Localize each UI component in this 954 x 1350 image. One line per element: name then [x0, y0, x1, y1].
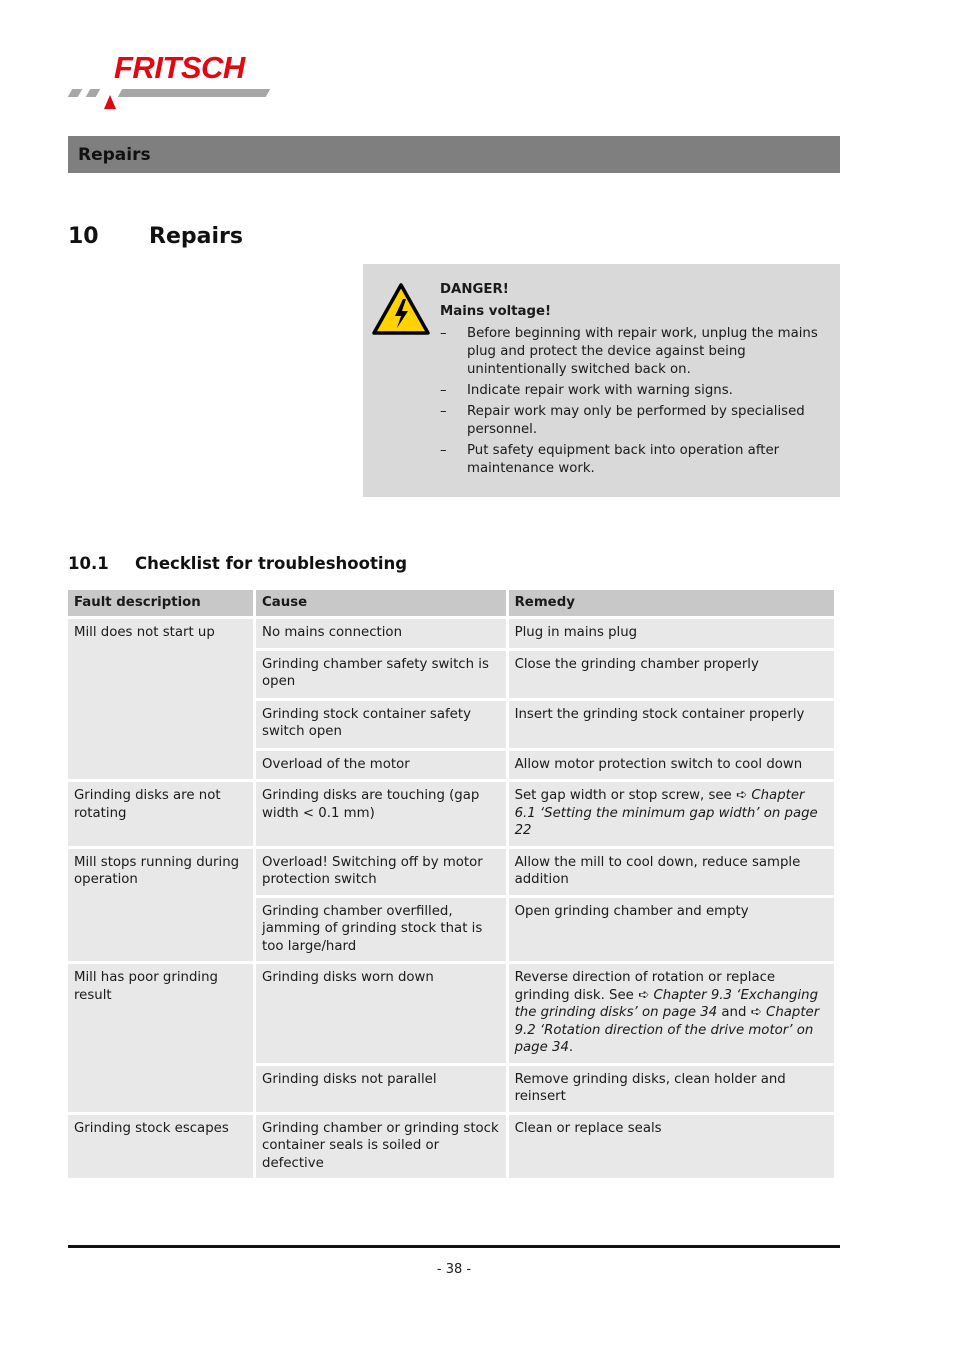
remedy-cell: Plug in mains plug — [509, 619, 834, 648]
subsection-number: 10.1 — [68, 554, 109, 573]
remedy-cell: Insert the grinding stock container properly — [509, 701, 834, 748]
remedy-text: and — [717, 1005, 751, 1020]
table-row — [68, 964, 834, 1063]
table-header-row — [68, 590, 834, 616]
high-voltage-warning-icon — [371, 282, 431, 337]
logo-wordmark: FRITSCH — [114, 50, 245, 85]
remedy-cell: Remove grinding disks, clean holder and reinsert — [509, 1066, 834, 1112]
danger-signal-word: DANGER! — [440, 282, 509, 297]
list-item: – Indicate repair work with warning signs. — [440, 383, 733, 398]
fritsch-logo — [66, 50, 286, 112]
fault-cell: Mill has poor grinding result — [68, 964, 253, 1112]
chapter-reference-link[interactable]: Chapter 9.3 ‘Exchanging the grinding disks’ on page 34 — [514, 987, 819, 1020]
remedy-text: . — [568, 1040, 574, 1055]
link-arrow-icon: ➪ — [750, 1005, 767, 1020]
column-header-fault: Fault description — [68, 590, 253, 616]
logo-stripe — [68, 89, 83, 97]
fault-cell: Grinding disks are not rotating — [68, 782, 253, 846]
footer-rule — [68, 1245, 840, 1248]
remedy-cell: Open grinding chamber and empty — [509, 898, 834, 962]
subsection-title: Checklist for troubleshooting — [135, 554, 408, 573]
column-header-remedy: Remedy — [509, 590, 834, 616]
section-header-bar — [68, 136, 840, 173]
cause-cell: No mains connection — [256, 619, 506, 648]
chapter-reference-link[interactable]: Chapter 9.2 ‘Rotation direction of the drive motor’ on page 34 — [514, 1005, 820, 1055]
cause-cell: Grinding chamber or grinding stock container seals is soiled or defective — [256, 1115, 506, 1179]
list-item: – Before beginning with repair work, unplug the mains plug and protect the device against being unintentionally switched back on. — [440, 326, 818, 377]
remedy-cell: Allow the mill to cool down, reduce sample addition — [509, 849, 834, 895]
cause-cell: Grinding chamber overfilled, jamming of grinding stock that is too large/hard — [256, 898, 506, 962]
link-arrow-icon: ➪ — [638, 987, 654, 1003]
table-row — [68, 1115, 834, 1179]
remedy-cell: Clean or replace seals — [509, 1115, 834, 1179]
fault-cell: Mill does not start up — [68, 619, 253, 779]
cause-cell: Grinding disks are touching (gap width < 0.1 mm) — [256, 782, 506, 846]
danger-instructions — [440, 325, 832, 478]
section-title: Repairs — [78, 144, 151, 165]
table-row — [68, 619, 834, 648]
troubleshooting-table — [65, 587, 837, 1181]
table-row — [68, 782, 834, 846]
cause-cell: Overload of the motor — [256, 751, 506, 780]
remedy-cell: Allow motor protection switch to cool down — [509, 751, 834, 780]
cause-cell: Grinding disks not parallel — [256, 1066, 506, 1112]
danger-hazard: Mains voltage! — [440, 304, 552, 319]
cause-cell: Grinding chamber safety switch is open — [256, 651, 506, 698]
table-row — [68, 849, 834, 895]
logo-stripe — [86, 89, 101, 97]
remedy-text: Reverse direction of rotation or replace grinding disk. See — [514, 970, 776, 1003]
cause-cell: Overload! Switching off by motor protection switch — [256, 849, 506, 895]
list-item: – Put safety equipment back into operation after maintenance work. — [440, 443, 780, 476]
fault-cell: Mill stops running during operation — [68, 849, 253, 962]
list-item: – Repair work may only be performed by specialised personnel. — [440, 404, 805, 437]
remedy-cell — [509, 782, 834, 846]
remedy-cell: Close the grinding chamber properly — [509, 651, 834, 698]
chapter-reference-link[interactable]: Chapter 6.1 ‘Setting the minimum gap width’ on page 22 — [514, 788, 818, 838]
remedy-text: Set gap width or stop screw, see — [514, 788, 736, 803]
chapter-number: 10 — [68, 224, 99, 249]
remedy-cell — [509, 964, 834, 1063]
chapter-title: Repairs — [149, 224, 243, 249]
logo-triangle — [104, 95, 116, 109]
fault-cell: Grinding stock escapes — [68, 1115, 253, 1179]
column-header-cause: Cause — [256, 590, 506, 616]
link-arrow-icon: ➪ — [735, 788, 752, 803]
cause-cell: Grinding disks worn down — [256, 964, 506, 1063]
cause-cell: Grinding stock container safety switch open — [256, 701, 506, 748]
danger-notice — [363, 264, 840, 497]
page-number: - 38 - — [436, 1262, 472, 1277]
logo-stripe — [118, 89, 271, 97]
